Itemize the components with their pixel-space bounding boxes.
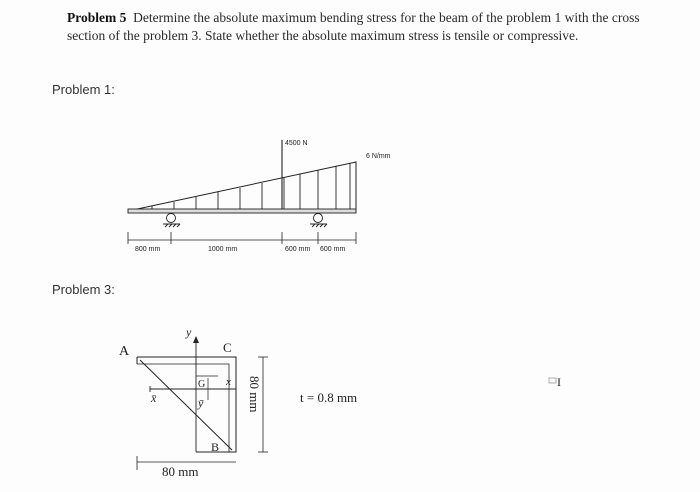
- dimension-line: [128, 232, 356, 244]
- point-load-label: 4500 N: [285, 140, 308, 147]
- x-bar-label: x̄: [151, 391, 157, 405]
- text-cursor-icon: I: [557, 375, 561, 389]
- point-b-label: B: [211, 440, 220, 454]
- dim-1000: 1000 mm: [208, 246, 238, 253]
- right-support: [310, 214, 327, 228]
- y-bar-label: ȳ: [198, 396, 204, 410]
- dim-600-b: 600 mm: [320, 246, 346, 253]
- width-dim-label: 80 mm: [162, 464, 199, 479]
- x-axis-label: x: [226, 376, 231, 388]
- beam: [128, 209, 356, 213]
- dim-600-a: 600 mm: [285, 246, 311, 253]
- problem-3-heading: Problem 3:: [52, 282, 115, 297]
- load-arrows: [152, 163, 350, 211]
- y-axis-label: y: [186, 325, 192, 339]
- point-c-label: C: [223, 340, 232, 355]
- dim-800: 800 mm: [135, 246, 161, 253]
- problem-5-label: Problem 5: [67, 10, 127, 25]
- height-dim-label: 80 mm: [247, 376, 262, 413]
- distributed-load-triangle: [128, 162, 356, 211]
- diagonal-a-b: [140, 360, 232, 450]
- problem-1-heading: Problem 1:: [52, 82, 115, 97]
- left-support: [163, 214, 180, 228]
- distributed-load-label: 6 N/mm: [366, 153, 391, 160]
- point-a-label: A: [119, 344, 130, 359]
- point-g-label: G: [198, 379, 206, 390]
- beam-diagram: [128, 140, 356, 244]
- problem-5-text: Determine the absolute maximum bending stress for the beam of the problem 1 with the cross section of the problem 3. State whether the absolute maximum stress is tensile or compressive.: [67, 10, 640, 43]
- thickness-label: t = 0.8 mm: [300, 390, 358, 405]
- cursor-box-icon: [549, 378, 556, 383]
